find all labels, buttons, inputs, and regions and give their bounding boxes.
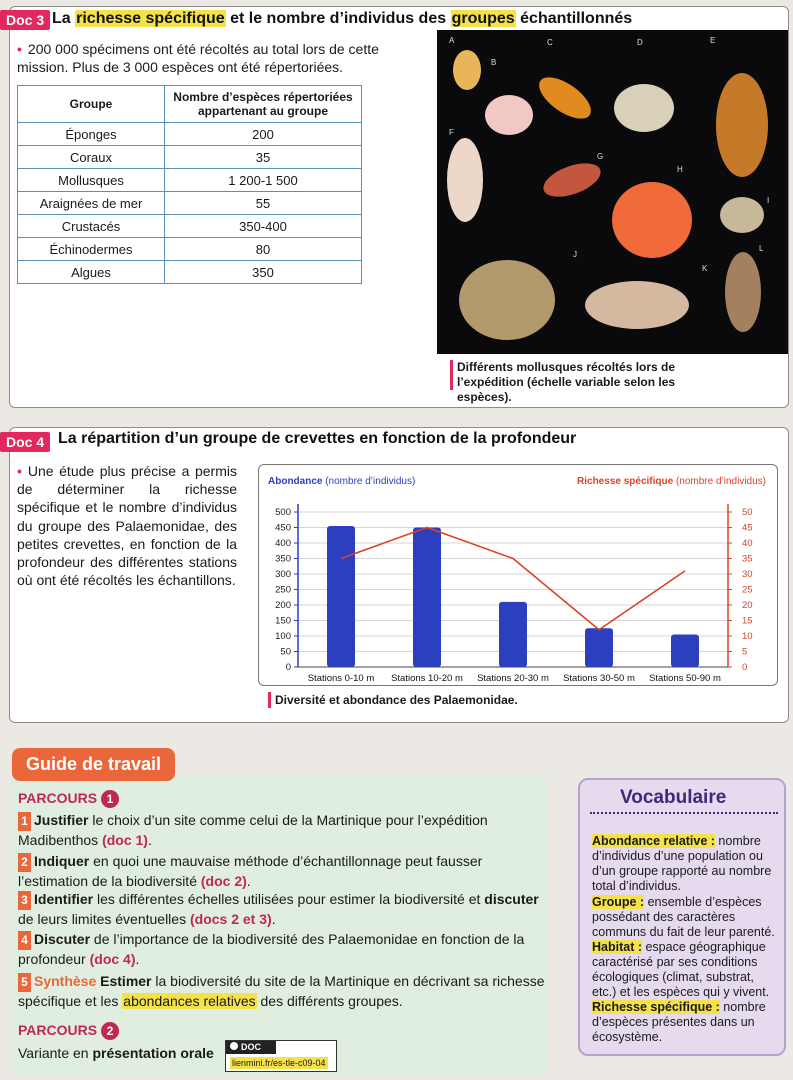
photo-label: G — [597, 152, 604, 161]
table-cell: 200 — [165, 123, 362, 146]
table-row — [18, 238, 362, 261]
doc3-title: La richesse spécifique et le nombre d’individus des groupes échantillonnés — [52, 10, 633, 27]
chart-plot-area — [275, 504, 752, 684]
play-icon — [230, 1042, 238, 1050]
chart-right-tick-label: 5 — [742, 646, 748, 658]
table-cell: 35 — [165, 146, 362, 169]
chart-bar — [585, 628, 613, 667]
doc4-tag: Doc 4 — [0, 432, 50, 452]
photo-label: H — [677, 165, 683, 174]
chart-right-tick-label: 40 — [742, 538, 753, 549]
photo-label: L — [759, 244, 764, 253]
chart-right-tick-label: 45 — [742, 522, 753, 534]
photo-label: B — [491, 58, 497, 67]
task-4: 4 Discuter de l’importance de la biodiversité des Palaemonidae en fonction de la profondeur (doc 4). — [18, 931, 525, 967]
chart-right-tick-label: 35 — [742, 553, 753, 565]
parcours-1-number: 1 — [101, 790, 119, 808]
table-cell: 350 — [165, 261, 362, 284]
vocab-item-habitat: Habitat : espace géographique caractérisé par ses conditions écologiques (climat, substrat, etc.) et les espèces qui y vivent. — [592, 940, 770, 999]
chart-right-ylabel: Richesse spécifique (nombre d’individus) — [577, 476, 766, 487]
chart-right-tick-label: 30 — [742, 569, 753, 580]
vocab-item-richesse: Richesse spécifique : nombre d’espèces présentes dans un écosystème. — [592, 1000, 766, 1044]
doc3-species-table — [17, 85, 362, 284]
mollusc-illustration — [437, 30, 788, 354]
doc3-intro: • 200 000 spécimens ont été récoltés au total lors de cette mission. Plus de 3 000 espèces ont été répertoriées. — [17, 40, 412, 76]
table-cell: Mollusques — [18, 169, 165, 192]
doc4-caption: Diversité et abondance des Palaemonidae. — [275, 693, 518, 707]
chart-right-tick-label: 20 — [742, 600, 753, 611]
chart-right-tick-label: 50 — [742, 507, 753, 518]
doc3-caption-marker — [450, 360, 453, 390]
chart-category-label: Stations 50-90 m — [649, 673, 721, 684]
chart-left-tick-label: 400 — [275, 538, 291, 549]
table-cell: Échinodermes — [18, 238, 165, 261]
guide-title: Guide de travail — [12, 748, 175, 781]
parcours-2-number: 2 — [101, 1022, 119, 1040]
table-cell: 80 — [165, 238, 362, 261]
chart-bar — [499, 602, 527, 667]
table-row — [18, 169, 362, 192]
chart-right-tick-label: 0 — [742, 662, 748, 673]
doc4-chart — [258, 464, 778, 686]
table-cell: Araignées de mer — [18, 192, 165, 215]
chart-left-tick-label: 200 — [275, 600, 291, 611]
doc3-tag: Doc 3 — [0, 10, 50, 30]
table-row — [18, 215, 362, 238]
chart-left-tick-label: 300 — [275, 569, 291, 580]
table-cell: Crustacés — [18, 215, 165, 238]
variante-text: Variante en présentation orale — [18, 1045, 214, 1061]
parcours-1-heading: PARCOURS 1 — [18, 790, 119, 808]
chart-left-tick-label: 350 — [275, 553, 291, 565]
mollusc-photo — [437, 30, 788, 354]
chart-category-label: Stations 10-20 m — [391, 673, 463, 684]
task-synthese: 5 Synthèse Estimer la biodiversité du site de la Martinique en décrivant sa richesse spécifique et les abondances relatives des différents groupes. — [18, 973, 545, 1009]
table-row — [18, 192, 362, 215]
doc4-caption-marker — [268, 692, 271, 708]
chart-left-tick-label: 0 — [285, 662, 291, 673]
table-header-count: Nombre d’espèces répertoriées appartenant au groupe — [165, 86, 362, 123]
photo-label: I — [767, 196, 770, 205]
chart-bar — [671, 634, 699, 667]
table-cell: 55 — [165, 192, 362, 215]
table-cell: Algues — [18, 261, 165, 284]
table-cell: Coraux — [18, 146, 165, 169]
doc4-intro: • Une étude plus précise a permis de déterminer la richesse spécifique et le nombre d’individus du groupe des Palaemonidae, des petites crevettes, en fonction de la profondeur des différentes stations où ont été récoltés les échantillons. — [17, 462, 237, 589]
photo-label: J — [573, 250, 577, 259]
chart-right-tick-label: 10 — [742, 631, 753, 642]
vocabulary-title-underline — [590, 812, 778, 814]
doc-badge-label: DOC — [226, 1041, 276, 1054]
photo-label: A — [449, 36, 455, 45]
chart-category-label: Stations 30-50 m — [563, 673, 635, 684]
parcours-2-heading: PARCOURS 2 — [18, 1022, 119, 1040]
table-cell: 350-400 — [165, 215, 362, 238]
table-header-group: Groupe — [18, 86, 165, 123]
doc3-caption: Différents mollusques récoltés lors de l’expédition (échelle variable selon les espèces). — [457, 360, 676, 404]
table-cell: Éponges — [18, 123, 165, 146]
doc-link-badge[interactable] — [225, 1040, 337, 1072]
vocab-item-groupe: Groupe : ensemble d’espèces possédant des caractères communs du fait de leur parenté. — [592, 895, 775, 939]
chart-left-tick-label: 50 — [280, 646, 291, 658]
chart-left-tick-label: 250 — [275, 584, 291, 596]
chart-category-label: Stations 0-10 m — [307, 673, 375, 684]
photo-label: E — [710, 36, 716, 45]
photo-label: F — [449, 128, 454, 137]
vocab-item-abondance: Abondance relative : nombre d’individus d’une population ou d’un groupe rapporté au nombre total d’individus. — [592, 834, 772, 893]
task-2: 2 Indiquer en quoi une mauvaise méthode d’échantillonnage peut fausser l’estimation de la biodiversité (doc 2). — [18, 853, 483, 889]
chart-bar — [413, 528, 441, 668]
vocabulary-title: Vocabulaire — [620, 787, 727, 808]
chart-left-tick-label: 100 — [275, 631, 291, 642]
chart-right-tick-label: 15 — [742, 615, 753, 627]
table-row — [18, 123, 362, 146]
task-1: 1 Justifier le choix d’un site comme celui de la Martinique pour l’expédition Madibenthos (doc 1). — [18, 812, 488, 848]
photo-label: K — [702, 264, 708, 273]
task-3: 3 Identifier les différentes échelles utilisées pour estimer la biodiversité et discuter de leurs limites éventuelles (docs 2 et 3). — [18, 891, 539, 927]
doc4-title: La répartition d’un groupe de crevettes en fonction de la profondeur — [58, 430, 577, 447]
photo-label: C — [547, 38, 553, 47]
chart-right-tick-label: 25 — [742, 584, 753, 596]
table-cell: 1 200-1 500 — [165, 169, 362, 192]
chart-left-ylabel: Abondance (nombre d’individus) — [268, 476, 416, 487]
photo-label: D — [637, 38, 643, 47]
doc-link-text[interactable]: lienmini.fr/es-tle-c09-04 — [232, 1058, 326, 1068]
chart-left-tick-label: 150 — [275, 615, 291, 627]
chart-category-label: Stations 20-30 m — [477, 673, 549, 684]
table-row — [18, 261, 362, 284]
table-row — [18, 146, 362, 169]
chart-left-tick-label: 500 — [275, 507, 291, 518]
chart-left-tick-label: 450 — [275, 522, 291, 534]
chart-bar — [327, 526, 355, 667]
